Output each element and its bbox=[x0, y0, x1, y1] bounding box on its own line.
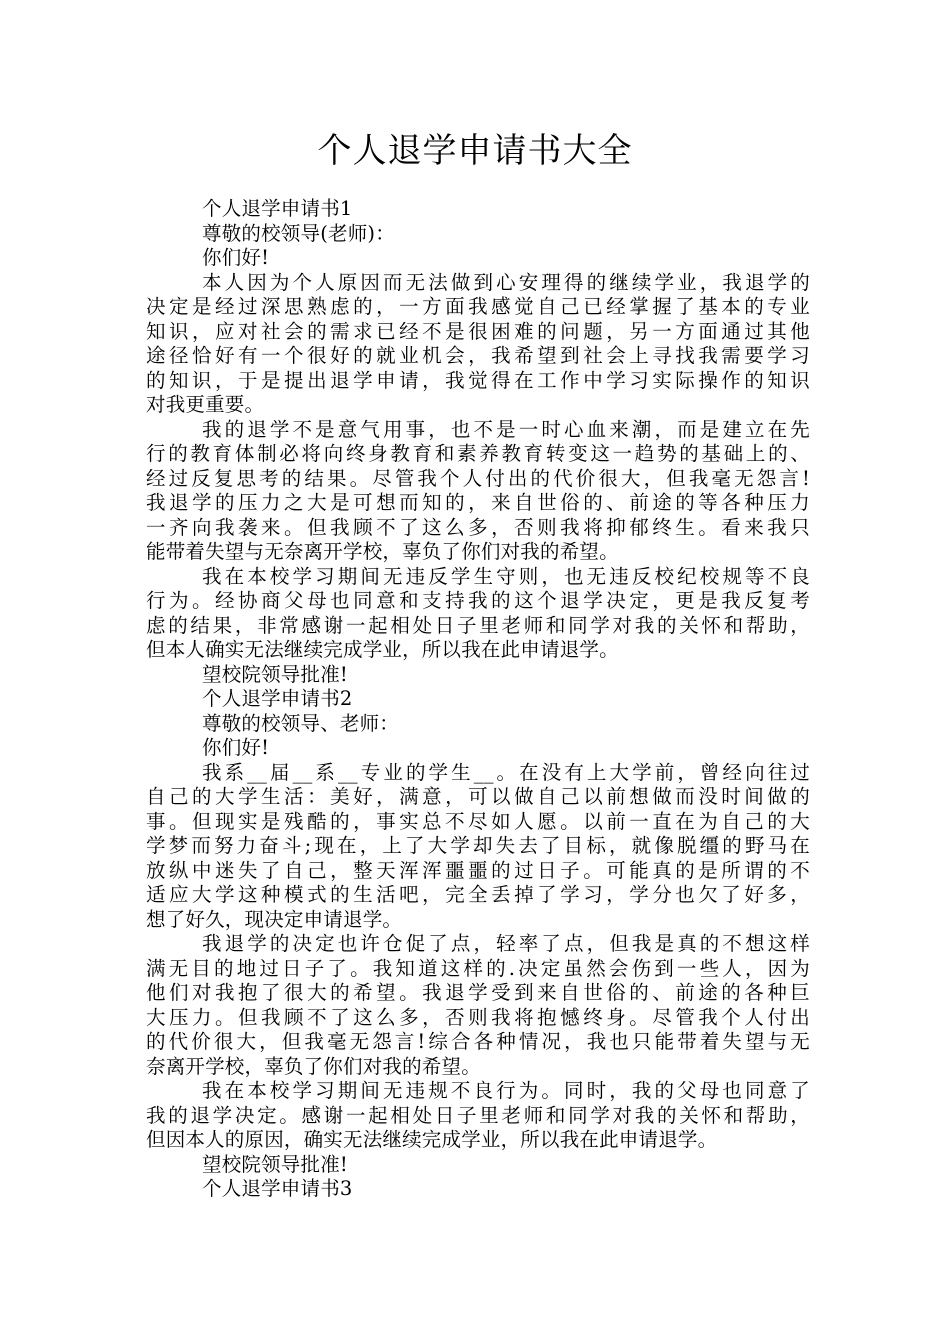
text-line: 想了好久，现决定申请退学。 bbox=[146, 907, 403, 931]
text-line: 大压力。但我顾不了这么多，否则我将抱憾终身。尽管我个人付出 bbox=[146, 1005, 810, 1029]
text-line: 的代价很大，但我毫无怨言!综合各种情况，我也只能带着失望与无 bbox=[146, 1030, 810, 1053]
text-line: 我的退学决定。感谢一起相处日子里老师和同学对我的关怀和帮助， bbox=[146, 1103, 810, 1127]
text-line: 放纵中迷失了自己，整天浑浑噩噩的过日子。可能真的是所谓的不 bbox=[146, 858, 810, 882]
text-line: 的知识，于是提出退学申请，我觉得在工作中学习实际操作的知识 bbox=[146, 368, 810, 392]
text-line: 个人退学申请书3 bbox=[202, 1177, 353, 1200]
text-line: 知识，应对社会的需求已经不是很困难的问题，另一方面通过其他 bbox=[146, 319, 810, 343]
text-line: 能带着失望与无奈离开学校，辜负了你们对我的希望。 bbox=[146, 540, 619, 563]
text-line: 适应大学这种模式的生活吧，完全丢掉了学习，学分也欠了好多， bbox=[146, 883, 810, 906]
text-line: 你们好! bbox=[202, 246, 270, 269]
text-line: 经过反复思考的结果。尽管我个人付出的代价很大，但我毫无怨言! bbox=[146, 466, 810, 490]
text-line: 行的教育体制必将向终身教育和素养教育转变这一趋势的基础上的、 bbox=[146, 442, 810, 465]
text-line: 途径恰好有一个很好的就业机会，我希望到社会上寻找我需要学习 bbox=[146, 344, 810, 367]
text-line: 我退学的决定也许仓促了点，轻率了点，但我是真的不想这样 bbox=[202, 932, 810, 955]
text-line: 一齐向我袭来。但我顾不了这么多，否则我将抑郁终生。看来我只 bbox=[146, 515, 810, 539]
text-line: 对我更重要。 bbox=[146, 393, 265, 416]
text-line: 事。但现实是残酷的，事实总不尽如人愿。以前一直在为自己的大 bbox=[146, 809, 810, 833]
text-line: 我系__届__系__专业的学生__。在没有上大学前，曾经向往过 bbox=[202, 760, 810, 784]
text-line: 但本人确实无法继续完成学业，所以我在此申请退学。 bbox=[146, 638, 619, 661]
text-line: 我退学的压力之大是可想而知的，来自世俗的、前途的等各种压力 bbox=[146, 491, 810, 514]
text-line: 尊敬的校领导(老师)： bbox=[202, 221, 395, 245]
text-line: 个人退学申请书1 bbox=[202, 197, 353, 220]
text-line: 决定是经过深思熟虑的，一方面我感觉自己已经掌握了基本的专业 bbox=[146, 295, 810, 318]
document-body bbox=[146, 197, 810, 1202]
document-title: 个人退学申请书大全 bbox=[317, 131, 633, 171]
text-line: 望校院领导批准! bbox=[202, 662, 348, 686]
text-line: 尊敬的校领导、老师： bbox=[202, 711, 400, 735]
text-line: 自己的大学生活：美好，满意，可以做自己以前想做而没时间做的 bbox=[146, 785, 810, 808]
text-line: 我的退学不是意气用事，也不是一时心血来潮，而是建立在先 bbox=[202, 417, 810, 441]
text-line: 我在本校学习期间无违规不良行为。同时，我的父母也同意了 bbox=[202, 1079, 810, 1102]
text-line: 虑的结果，非常感谢一起相处日子里老师和同学对我的关怀和帮助， bbox=[146, 613, 810, 637]
text-line: 但因本人的原因，确实无法继续完成学业，所以我在此申请退学。 bbox=[146, 1128, 718, 1151]
text-line: 本人因为个人原因而无法做到心安理得的继续学业，我退学的 bbox=[202, 270, 810, 294]
text-line: 望校院领导批准! bbox=[202, 1152, 348, 1176]
text-line: 满无目的地过日子了。我知道这样的.决定虽然会伤到一些人，因为 bbox=[146, 956, 810, 980]
text-line: 学梦而努力奋斗;现在，上了大学却失去了目标，就像脱缰的野马在 bbox=[146, 834, 810, 857]
text-line: 我在本校学习期间无违反学生守则，也无违反校纪校规等不良 bbox=[202, 564, 810, 588]
text-line: 他们对我抱了很大的希望。我退学受到来自世俗的、前途的各种巨 bbox=[146, 981, 810, 1004]
text-line: 个人退学申请书2 bbox=[202, 687, 353, 710]
text-line: 你们好! bbox=[202, 736, 270, 759]
text-line: 奈离开学校，辜负了你们对我的希望。 bbox=[146, 1054, 481, 1078]
text-line: 行为。经协商父母也同意和支持我的这个退学决定，更是我反复考 bbox=[146, 589, 810, 612]
